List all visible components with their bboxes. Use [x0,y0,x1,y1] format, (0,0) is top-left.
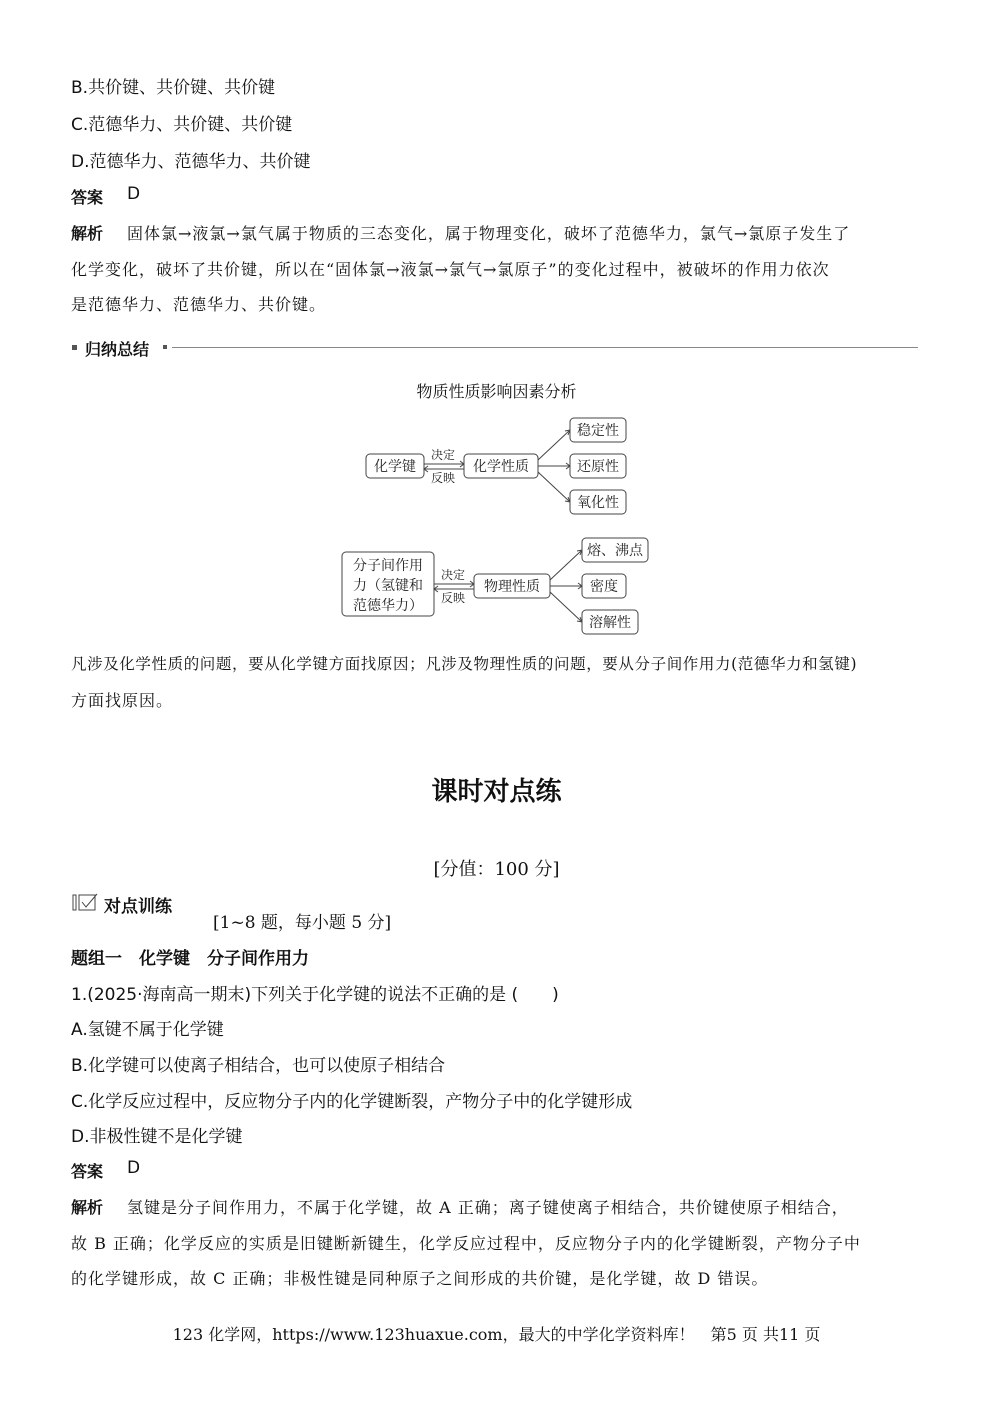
analysis-line: 是范德华力、范德华力、共价键。 [71,295,327,314]
option-a: A.氢键不属于化学键 [71,1020,224,1040]
box-label: 溶解性 [589,615,631,631]
option-b: B.共价键、共价键、共价键 [71,78,276,98]
box-label: 稳定性 [577,423,619,439]
analysis-line: 固体氯→液氯→氯气属于物质的三态变化，属于物理变化，破坏了范德华力，氯气→氯原子发生了 [127,224,851,243]
analysis-line: 故 B 正确；化学反应的实质是旧键断新键生，化学反应过程中，反应物分子内的化学键断裂，产物分子中 [71,1234,861,1253]
box-label: 力（氢键和 [353,578,423,594]
reflect-label: 反映 [430,471,456,485]
analysis-label: 解析 [71,224,104,243]
reflect-label: 反映 [440,591,466,605]
bullet-square [72,345,77,350]
box-label: 密度 [590,579,618,595]
decide-label: 决定 [430,448,456,462]
diagram-title: 物质性质影响因素分析 [416,382,577,401]
practice-title: 课时对点练 [431,777,562,807]
option-c: C.范德华力、共价键、共价键 [71,115,293,135]
option-d: D.非极性键不是化学键 [71,1127,243,1147]
group-heading: 题组一 化学键 分子间作用力 [71,949,309,969]
checkbox-icon [72,892,100,912]
box-label: 化学键 [374,459,416,475]
analysis-line: 化学变化，破坏了共价键，所以在“固体氯→液氯→氯气→氯原子”的变化过程中，被破坏的作用力依次 [71,260,830,279]
answer-value: D [127,1158,141,1178]
answer-label: 答案 [71,188,104,207]
box-label: 熔、沸点 [587,543,643,559]
score-note: [分值：100 分] [433,859,560,880]
analysis-line: 的化学键形成，故 C 正确；非极性键是同种原子之间形成的共价键，是化学键，故 D 错误。 [71,1269,769,1288]
analysis-label: 解析 [71,1198,104,1217]
answer-value: D [127,184,141,204]
question-stem: 1.(2025·海南高一期末)下列关于化学键的说法不正确的是 ( ) [71,985,559,1005]
bullet-square [163,345,167,349]
box-label: 分子间作用 [353,558,423,574]
decide-label: 决定 [440,568,466,582]
property-factor-diagram [330,410,670,640]
section-note: [1~8 题，每小题 5 分] [213,913,392,933]
summary-note-line: 凡涉及化学性质的问题，要从化学键方面找原因；凡涉及物理性质的问题，要从分子间作用力(范德华力和氢键) [71,655,858,673]
analysis-line: 氢键是分子间作用力，不属于化学键，故 A 正确；离子键使离子相结合，共价键使原子相结合， [127,1198,849,1217]
answer-label: 答案 [71,1162,104,1181]
box-label: 物理性质 [484,579,540,595]
box-label: 化学性质 [473,459,529,475]
box-label: 范德华力） [353,598,423,614]
summary-note-line: 方面找原因。 [71,691,174,710]
summary-heading: 归纳总结 [85,340,150,359]
page-footer: 123 化学网，https://www.123huaxue.com，最大的中学化学资料库！ 第5 页 共11 页 [172,1325,821,1344]
box-label: 还原性 [577,459,619,475]
box-label: 氧化性 [577,495,619,511]
option-c: C.化学反应过程中，反应物分子内的化学键断裂，产物分子中的化学键形成 [71,1092,633,1112]
option-b: B.化学键可以使离子相结合，也可以使原子相结合 [71,1056,446,1076]
section-heading: 对点训练 [104,897,172,917]
option-d: D.范德华力、范德华力、共价键 [71,152,311,172]
section-divider [172,347,918,348]
